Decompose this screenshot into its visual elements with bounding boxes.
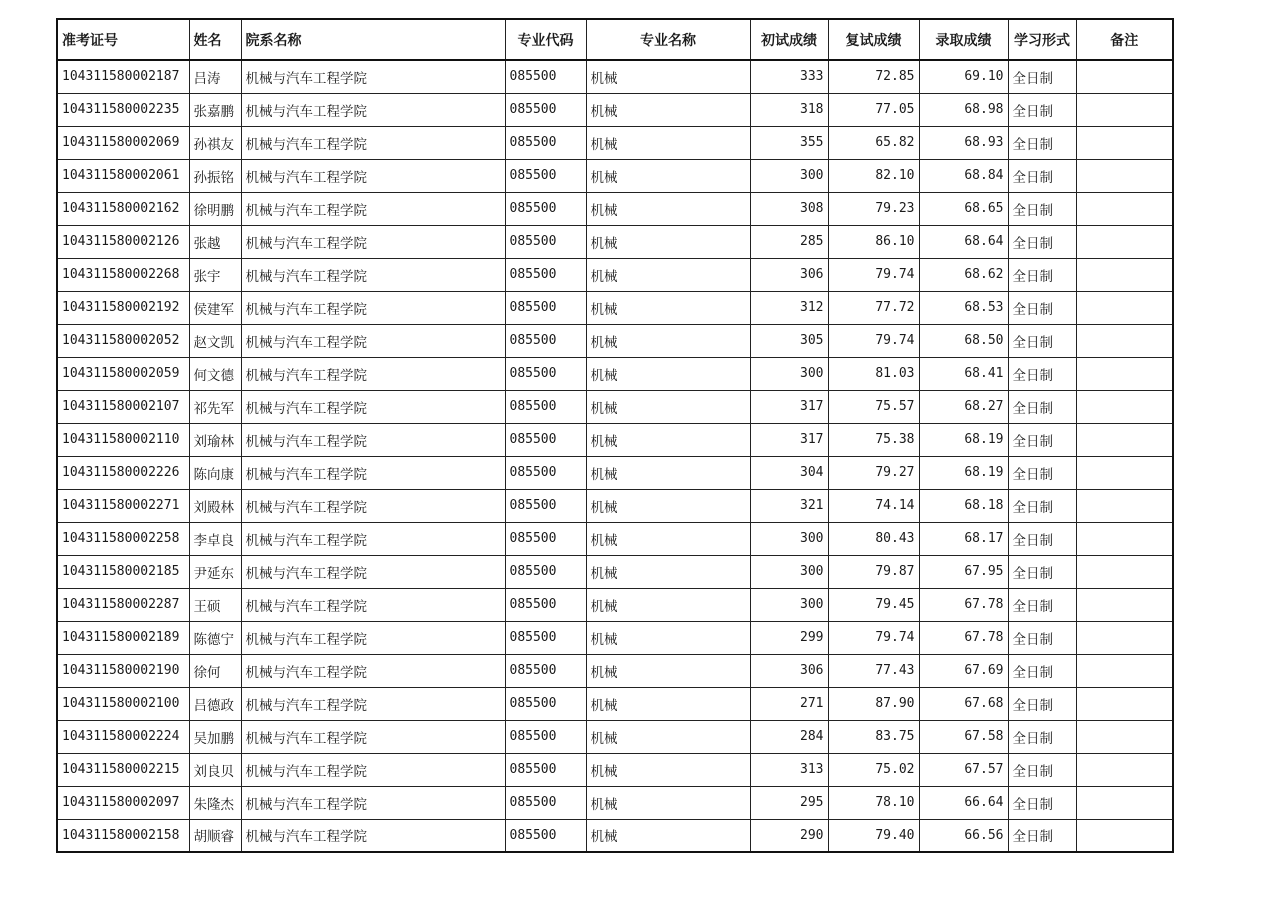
cell-name: 张宇 [189, 258, 241, 291]
header-major-name: 专业名称 [586, 19, 750, 60]
cell-major-name: 机械 [586, 786, 750, 819]
cell-study-mode: 全日制 [1008, 390, 1076, 423]
cell-major-code: 085500 [505, 621, 586, 654]
cell-retest-score: 65.82 [828, 126, 919, 159]
cell-exam-id: 104311580002107 [57, 390, 189, 423]
cell-name: 祁先军 [189, 390, 241, 423]
cell-major-name: 机械 [586, 555, 750, 588]
cell-initial-score: 299 [750, 621, 828, 654]
cell-study-mode: 全日制 [1008, 687, 1076, 720]
cell-remarks [1076, 621, 1173, 654]
cell-admission-score: 66.56 [919, 819, 1008, 852]
cell-remarks [1076, 423, 1173, 456]
cell-department: 机械与汽车工程学院 [241, 192, 505, 225]
header-exam-id: 准考证号 [57, 19, 189, 60]
cell-initial-score: 317 [750, 390, 828, 423]
cell-retest-score: 78.10 [828, 786, 919, 819]
cell-name: 何文德 [189, 357, 241, 390]
cell-major-name: 机械 [586, 588, 750, 621]
table-row [57, 423, 1173, 456]
cell-retest-score: 74.14 [828, 489, 919, 522]
table-row [57, 324, 1173, 357]
cell-name: 陈向康 [189, 456, 241, 489]
cell-major-code: 085500 [505, 93, 586, 126]
admission-list-sheet [56, 18, 1172, 853]
cell-retest-score: 79.23 [828, 192, 919, 225]
cell-major-name: 机械 [586, 687, 750, 720]
cell-remarks [1076, 654, 1173, 687]
cell-department: 机械与汽车工程学院 [241, 720, 505, 753]
cell-major-name: 机械 [586, 126, 750, 159]
cell-department: 机械与汽车工程学院 [241, 555, 505, 588]
cell-admission-score: 69.10 [919, 60, 1008, 93]
cell-major-code: 085500 [505, 720, 586, 753]
cell-major-code: 085500 [505, 654, 586, 687]
cell-initial-score: 284 [750, 720, 828, 753]
cell-exam-id: 104311580002258 [57, 522, 189, 555]
cell-admission-score: 67.78 [919, 588, 1008, 621]
table-row [57, 819, 1173, 852]
cell-admission-score: 67.69 [919, 654, 1008, 687]
cell-exam-id: 104311580002052 [57, 324, 189, 357]
header-name: 姓名 [189, 19, 241, 60]
table-row [57, 456, 1173, 489]
cell-name: 赵文凯 [189, 324, 241, 357]
table-row [57, 159, 1173, 192]
cell-name: 胡顺睿 [189, 819, 241, 852]
cell-name: 吴加鹏 [189, 720, 241, 753]
cell-major-name: 机械 [586, 225, 750, 258]
cell-admission-score: 68.98 [919, 93, 1008, 126]
cell-major-code: 085500 [505, 357, 586, 390]
cell-remarks [1076, 819, 1173, 852]
cell-name: 徐明鹏 [189, 192, 241, 225]
cell-retest-score: 77.72 [828, 291, 919, 324]
cell-remarks [1076, 93, 1173, 126]
cell-major-name: 机械 [586, 60, 750, 93]
cell-initial-score: 313 [750, 753, 828, 786]
table-row [57, 60, 1173, 93]
cell-name: 刘殿林 [189, 489, 241, 522]
table-row [57, 390, 1173, 423]
cell-initial-score: 308 [750, 192, 828, 225]
cell-department: 机械与汽车工程学院 [241, 687, 505, 720]
table-row [57, 621, 1173, 654]
cell-department: 机械与汽车工程学院 [241, 654, 505, 687]
cell-study-mode: 全日制 [1008, 654, 1076, 687]
cell-major-name: 机械 [586, 654, 750, 687]
table-row [57, 357, 1173, 390]
cell-retest-score: 87.90 [828, 687, 919, 720]
cell-exam-id: 104311580002189 [57, 621, 189, 654]
cell-name: 吕德政 [189, 687, 241, 720]
cell-major-name: 机械 [586, 456, 750, 489]
cell-retest-score: 79.87 [828, 555, 919, 588]
table-row [57, 522, 1173, 555]
cell-remarks [1076, 687, 1173, 720]
cell-exam-id: 104311580002287 [57, 588, 189, 621]
cell-exam-id: 104311580002110 [57, 423, 189, 456]
cell-major-code: 085500 [505, 522, 586, 555]
cell-admission-score: 68.53 [919, 291, 1008, 324]
cell-admission-score: 67.58 [919, 720, 1008, 753]
cell-retest-score: 83.75 [828, 720, 919, 753]
cell-name: 孙祺友 [189, 126, 241, 159]
cell-remarks [1076, 126, 1173, 159]
cell-major-name: 机械 [586, 489, 750, 522]
cell-name: 孙振铭 [189, 159, 241, 192]
cell-name: 李卓良 [189, 522, 241, 555]
cell-major-code: 085500 [505, 753, 586, 786]
cell-initial-score: 317 [750, 423, 828, 456]
cell-major-name: 机械 [586, 621, 750, 654]
cell-department: 机械与汽车工程学院 [241, 159, 505, 192]
cell-major-code: 085500 [505, 423, 586, 456]
cell-retest-score: 81.03 [828, 357, 919, 390]
cell-remarks [1076, 456, 1173, 489]
cell-study-mode: 全日制 [1008, 786, 1076, 819]
cell-remarks [1076, 588, 1173, 621]
cell-department: 机械与汽车工程学院 [241, 753, 505, 786]
table-row [57, 555, 1173, 588]
cell-major-code: 085500 [505, 786, 586, 819]
cell-exam-id: 104311580002185 [57, 555, 189, 588]
cell-admission-score: 68.62 [919, 258, 1008, 291]
cell-exam-id: 104311580002271 [57, 489, 189, 522]
cell-exam-id: 104311580002059 [57, 357, 189, 390]
cell-admission-score: 67.95 [919, 555, 1008, 588]
cell-retest-score: 75.38 [828, 423, 919, 456]
cell-initial-score: 306 [750, 258, 828, 291]
cell-remarks [1076, 489, 1173, 522]
cell-major-name: 机械 [586, 390, 750, 423]
table-header-row [57, 19, 1173, 60]
cell-exam-id: 104311580002126 [57, 225, 189, 258]
cell-department: 机械与汽车工程学院 [241, 258, 505, 291]
cell-study-mode: 全日制 [1008, 522, 1076, 555]
cell-admission-score: 68.84 [919, 159, 1008, 192]
table-row [57, 753, 1173, 786]
cell-name: 张越 [189, 225, 241, 258]
cell-department: 机械与汽车工程学院 [241, 93, 505, 126]
cell-department: 机械与汽车工程学院 [241, 786, 505, 819]
cell-initial-score: 321 [750, 489, 828, 522]
cell-major-code: 085500 [505, 192, 586, 225]
header-department: 院系名称 [241, 19, 505, 60]
cell-exam-id: 104311580002100 [57, 687, 189, 720]
cell-study-mode: 全日制 [1008, 291, 1076, 324]
cell-major-code: 085500 [505, 819, 586, 852]
cell-initial-score: 300 [750, 159, 828, 192]
cell-admission-score: 67.78 [919, 621, 1008, 654]
cell-major-code: 085500 [505, 588, 586, 621]
cell-initial-score: 304 [750, 456, 828, 489]
cell-study-mode: 全日制 [1008, 357, 1076, 390]
cell-exam-id: 104311580002190 [57, 654, 189, 687]
cell-study-mode: 全日制 [1008, 60, 1076, 93]
table-row [57, 93, 1173, 126]
cell-department: 机械与汽车工程学院 [241, 522, 505, 555]
cell-major-name: 机械 [586, 819, 750, 852]
header-admission-score: 录取成绩 [919, 19, 1008, 60]
cell-initial-score: 312 [750, 291, 828, 324]
cell-study-mode: 全日制 [1008, 555, 1076, 588]
cell-admission-score: 68.18 [919, 489, 1008, 522]
cell-retest-score: 82.10 [828, 159, 919, 192]
cell-initial-score: 300 [750, 522, 828, 555]
cell-admission-score: 67.57 [919, 753, 1008, 786]
cell-major-name: 机械 [586, 357, 750, 390]
cell-study-mode: 全日制 [1008, 126, 1076, 159]
cell-exam-id: 104311580002235 [57, 93, 189, 126]
cell-admission-score: 66.64 [919, 786, 1008, 819]
cell-department: 机械与汽车工程学院 [241, 126, 505, 159]
header-remarks: 备注 [1076, 19, 1173, 60]
cell-admission-score: 68.50 [919, 324, 1008, 357]
cell-initial-score: 333 [750, 60, 828, 93]
cell-initial-score: 290 [750, 819, 828, 852]
cell-admission-score: 68.27 [919, 390, 1008, 423]
cell-retest-score: 80.43 [828, 522, 919, 555]
cell-retest-score: 79.45 [828, 588, 919, 621]
cell-admission-score: 68.19 [919, 423, 1008, 456]
cell-major-name: 机械 [586, 423, 750, 456]
cell-department: 机械与汽车工程学院 [241, 621, 505, 654]
cell-exam-id: 104311580002192 [57, 291, 189, 324]
cell-exam-id: 104311580002097 [57, 786, 189, 819]
cell-department: 机械与汽车工程学院 [241, 423, 505, 456]
table-row [57, 654, 1173, 687]
cell-study-mode: 全日制 [1008, 192, 1076, 225]
cell-name: 朱隆杰 [189, 786, 241, 819]
cell-major-name: 机械 [586, 192, 750, 225]
table-row [57, 786, 1173, 819]
header-retest-score: 复试成绩 [828, 19, 919, 60]
cell-major-code: 085500 [505, 555, 586, 588]
cell-study-mode: 全日制 [1008, 621, 1076, 654]
cell-retest-score: 75.57 [828, 390, 919, 423]
cell-remarks [1076, 522, 1173, 555]
cell-initial-score: 306 [750, 654, 828, 687]
table-row [57, 126, 1173, 159]
cell-initial-score: 318 [750, 93, 828, 126]
cell-department: 机械与汽车工程学院 [241, 819, 505, 852]
cell-admission-score: 68.19 [919, 456, 1008, 489]
cell-name: 王硕 [189, 588, 241, 621]
cell-admission-score: 68.41 [919, 357, 1008, 390]
cell-retest-score: 77.43 [828, 654, 919, 687]
cell-initial-score: 271 [750, 687, 828, 720]
cell-major-code: 085500 [505, 291, 586, 324]
cell-major-code: 085500 [505, 489, 586, 522]
cell-exam-id: 104311580002158 [57, 819, 189, 852]
cell-department: 机械与汽车工程学院 [241, 225, 505, 258]
cell-study-mode: 全日制 [1008, 489, 1076, 522]
cell-remarks [1076, 786, 1173, 819]
cell-name: 陈德宁 [189, 621, 241, 654]
cell-study-mode: 全日制 [1008, 93, 1076, 126]
table-row [57, 588, 1173, 621]
cell-exam-id: 104311580002187 [57, 60, 189, 93]
cell-retest-score: 79.27 [828, 456, 919, 489]
cell-major-name: 机械 [586, 324, 750, 357]
cell-remarks [1076, 192, 1173, 225]
cell-major-code: 085500 [505, 390, 586, 423]
table-row [57, 720, 1173, 753]
table-row [57, 192, 1173, 225]
header-major-code: 专业代码 [505, 19, 586, 60]
cell-initial-score: 300 [750, 555, 828, 588]
table-row [57, 687, 1173, 720]
cell-admission-score: 67.68 [919, 687, 1008, 720]
cell-study-mode: 全日制 [1008, 159, 1076, 192]
cell-major-name: 机械 [586, 159, 750, 192]
cell-study-mode: 全日制 [1008, 324, 1076, 357]
cell-name: 吕涛 [189, 60, 241, 93]
cell-major-code: 085500 [505, 159, 586, 192]
cell-admission-score: 68.64 [919, 225, 1008, 258]
cell-initial-score: 295 [750, 786, 828, 819]
cell-admission-score: 68.17 [919, 522, 1008, 555]
cell-major-code: 085500 [505, 687, 586, 720]
cell-major-name: 机械 [586, 258, 750, 291]
cell-department: 机械与汽车工程学院 [241, 291, 505, 324]
cell-department: 机械与汽车工程学院 [241, 456, 505, 489]
table-row [57, 489, 1173, 522]
cell-study-mode: 全日制 [1008, 753, 1076, 786]
cell-department: 机械与汽车工程学院 [241, 357, 505, 390]
cell-department: 机械与汽车工程学院 [241, 489, 505, 522]
cell-name: 刘良贝 [189, 753, 241, 786]
cell-retest-score: 79.74 [828, 621, 919, 654]
cell-remarks [1076, 390, 1173, 423]
cell-study-mode: 全日制 [1008, 225, 1076, 258]
cell-study-mode: 全日制 [1008, 423, 1076, 456]
cell-major-code: 085500 [505, 225, 586, 258]
cell-department: 机械与汽车工程学院 [241, 324, 505, 357]
cell-study-mode: 全日制 [1008, 720, 1076, 753]
cell-name: 刘瑜林 [189, 423, 241, 456]
cell-admission-score: 68.65 [919, 192, 1008, 225]
cell-major-code: 085500 [505, 456, 586, 489]
cell-remarks [1076, 291, 1173, 324]
table-body [57, 60, 1173, 852]
cell-study-mode: 全日制 [1008, 588, 1076, 621]
cell-retest-score: 79.74 [828, 258, 919, 291]
cell-initial-score: 355 [750, 126, 828, 159]
cell-major-code: 085500 [505, 126, 586, 159]
cell-name: 张嘉鹏 [189, 93, 241, 126]
cell-retest-score: 72.85 [828, 60, 919, 93]
cell-remarks [1076, 753, 1173, 786]
admission-table [56, 18, 1174, 853]
cell-initial-score: 305 [750, 324, 828, 357]
cell-retest-score: 77.05 [828, 93, 919, 126]
cell-initial-score: 285 [750, 225, 828, 258]
cell-remarks [1076, 60, 1173, 93]
cell-major-code: 085500 [505, 258, 586, 291]
cell-major-name: 机械 [586, 753, 750, 786]
cell-initial-score: 300 [750, 357, 828, 390]
cell-exam-id: 104311580002226 [57, 456, 189, 489]
cell-exam-id: 104311580002061 [57, 159, 189, 192]
cell-study-mode: 全日制 [1008, 819, 1076, 852]
cell-retest-score: 86.10 [828, 225, 919, 258]
table-row [57, 291, 1173, 324]
table-row [57, 258, 1173, 291]
cell-study-mode: 全日制 [1008, 258, 1076, 291]
cell-study-mode: 全日制 [1008, 456, 1076, 489]
cell-exam-id: 104311580002162 [57, 192, 189, 225]
cell-major-name: 机械 [586, 522, 750, 555]
cell-major-name: 机械 [586, 720, 750, 753]
cell-department: 机械与汽车工程学院 [241, 390, 505, 423]
cell-retest-score: 79.74 [828, 324, 919, 357]
cell-admission-score: 68.93 [919, 126, 1008, 159]
cell-retest-score: 75.02 [828, 753, 919, 786]
cell-remarks [1076, 159, 1173, 192]
cell-name: 徐何 [189, 654, 241, 687]
cell-remarks [1076, 357, 1173, 390]
cell-remarks [1076, 258, 1173, 291]
cell-remarks [1076, 555, 1173, 588]
cell-initial-score: 300 [750, 588, 828, 621]
cell-exam-id: 104311580002224 [57, 720, 189, 753]
cell-remarks [1076, 324, 1173, 357]
cell-department: 机械与汽车工程学院 [241, 588, 505, 621]
cell-name: 尹延东 [189, 555, 241, 588]
header-initial-score: 初试成绩 [750, 19, 828, 60]
cell-major-name: 机械 [586, 93, 750, 126]
cell-remarks [1076, 225, 1173, 258]
cell-name: 侯建军 [189, 291, 241, 324]
cell-department: 机械与汽车工程学院 [241, 60, 505, 93]
cell-exam-id: 104311580002215 [57, 753, 189, 786]
table-row [57, 225, 1173, 258]
cell-major-code: 085500 [505, 60, 586, 93]
cell-major-name: 机械 [586, 291, 750, 324]
cell-major-code: 085500 [505, 324, 586, 357]
header-study-mode: 学习形式 [1008, 19, 1076, 60]
cell-remarks [1076, 720, 1173, 753]
cell-exam-id: 104311580002268 [57, 258, 189, 291]
cell-retest-score: 79.40 [828, 819, 919, 852]
cell-exam-id: 104311580002069 [57, 126, 189, 159]
